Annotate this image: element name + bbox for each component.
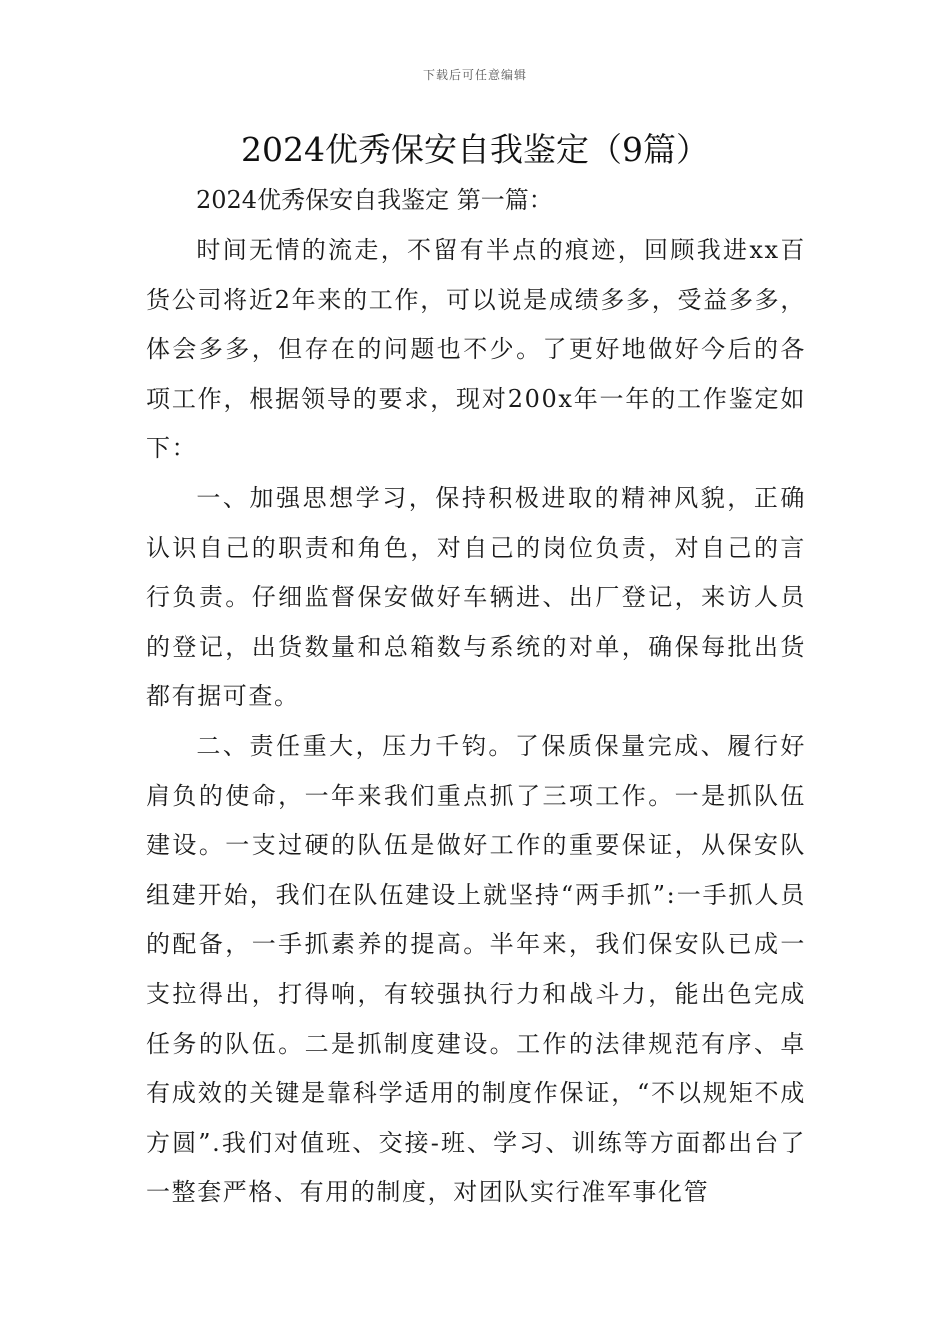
paragraph-intro: 时间无情的流走，不留有半点的痕迹，回顾我进xx百货公司将近2年来的工作，可以说是成绩多多，受益多多，体会多多，但存在的问题也不少。了更好地做好今后的各项工作，根据领导的要求，现对200x年一年的工作鉴定如下： (146, 236, 806, 463)
body-text (146, 226, 806, 1218)
header-note: 下载后可任意编辑 (422, 68, 527, 82)
section-subtitle: 2024优秀保安自我鉴定 第一篇： (196, 186, 553, 214)
paragraph-two: 二、责任重大，压力千钧。了保质保量完成、履行好肩负的使命，一年来我们重点抓了三项工作。一是抓队伍建设。一支过硬的队伍是做好工作的重要保证，从保安队组建开始，我们在队伍建设上就坚持“两手抓”:一手抓人员的配备，一手抓素养的提高。半年来，我们保安队已成一支拉得出，打得响，有较强执行力和战斗力，能出色完成任务的队伍。二是抓制度建设。工作的法律规范有序、卓有成效的关键是靠科学适用的制度作保证，“不以规矩不成方圆”.我们对值班、交接-班、学习、训练等方面都出台了一整套严格、有用的制度，对团队实行准军事化管 (146, 731, 806, 1207)
paragraph-one: 一、加强思想学习，保持积极进取的精神风貌，正确认识自己的职责和角色，对自己的岗位负责，对自己的言行负责。仔细监督保安做好车辆进、出厂登记，来访人员的登记，出货数量和总箱数与系统的对单，确保每批出货都有据可查。 (146, 483, 806, 711)
document-title: 2024优秀保安自我鉴定（9篇） (241, 130, 709, 169)
